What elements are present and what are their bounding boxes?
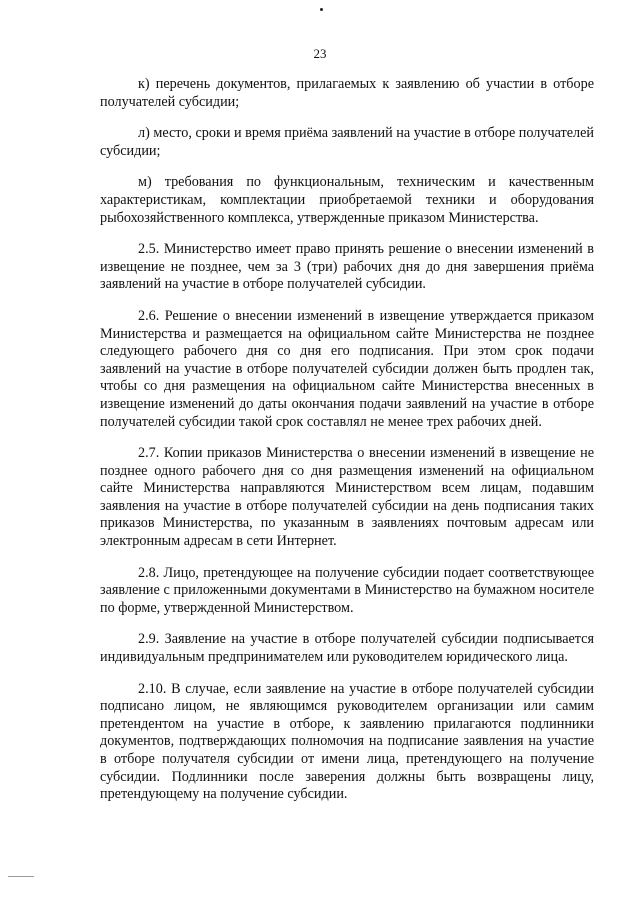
paragraph-2-6: 2.6. Решение о внесении изменений в извещение утверждается приказом Министерства и размещается на официальном сайте Министерства не позднее следующего рабочего дня со дня его подписания. При этом срок подачи заявлений на участие в отборе получателей субсидии должен быть продлен так, чтобы со дня размещения на официальном сайте Министерства внесенных в извещение изменений до даты окончания подачи заявлений на участие в отборе получателей субсидии такой срок составлял не менее трех рабочих дней.: [100, 307, 594, 430]
paragraph-2-10: 2.10. В случае, если заявление на участие в отборе получателей субсидии подписано лицом, не являющимся руководителем организации или самим претендентом на участие в отборе, к заявлению прилагаются подлинники документов, подтверждающих полномочия на подписание заявления на участие в отборе получателя субсидии от имени лица, претендующего на получение субсидии. Подлинники после заверения должны быть возвращены лицу, претендующему на получение субсидии.: [100, 680, 594, 803]
paragraph-2-8: 2.8. Лицо, претендующее на получение субсидии подает соответствующее заявление с приложенными документами в Министерство на бумажном носителе по форме, утвержденной Министерством.: [100, 564, 594, 616]
paragraph-m: м) требования по функциональным, техническим и качественным характеристикам, комплектации приобретаемой техники и оборудования рыбохозяйственного комплекса, утвержденные приказом Министерства.: [100, 174, 594, 226]
paragraph-l: л) место, сроки и время приёма заявлений на участие в отборе получателей субсидии;: [100, 125, 594, 159]
document-body: [100, 76, 594, 818]
scan-mark: [8, 876, 34, 877]
paragraph-2-9: 2.9. Заявление на участие в отборе получателей субсидии подписывается индивидуальным предпринимателем или руководителем юридического лица.: [100, 631, 594, 666]
paragraph-2-5: 2.5. Министерство имеет право принять решение о внесении изменений в извещение не позднее, чем за 3 (три) рабочих дня до дня завершения приёма заявлений на участие в отборе получателей субсидии.: [100, 241, 594, 293]
page-number: 23: [313, 46, 327, 61]
paragraph-2-7: 2.7. Копии приказов Министерства о внесении изменений в извещение не позднее одного рабочего дня со дня размещения изменений на официальном сайте Министерства направляются Министерством всем лицам, подавшим заявления на участие в отборе получателей субсидии на день подписания таких приказов Министерства, по указанным в заявлениях почтовым адресам или электронным адресам в сети Интернет.: [100, 445, 594, 550]
scan-speck: [320, 8, 323, 11]
paragraph-k: к) перечень документов, прилагаемых к заявлению об участии в отборе получателей субсидии;: [100, 76, 594, 110]
